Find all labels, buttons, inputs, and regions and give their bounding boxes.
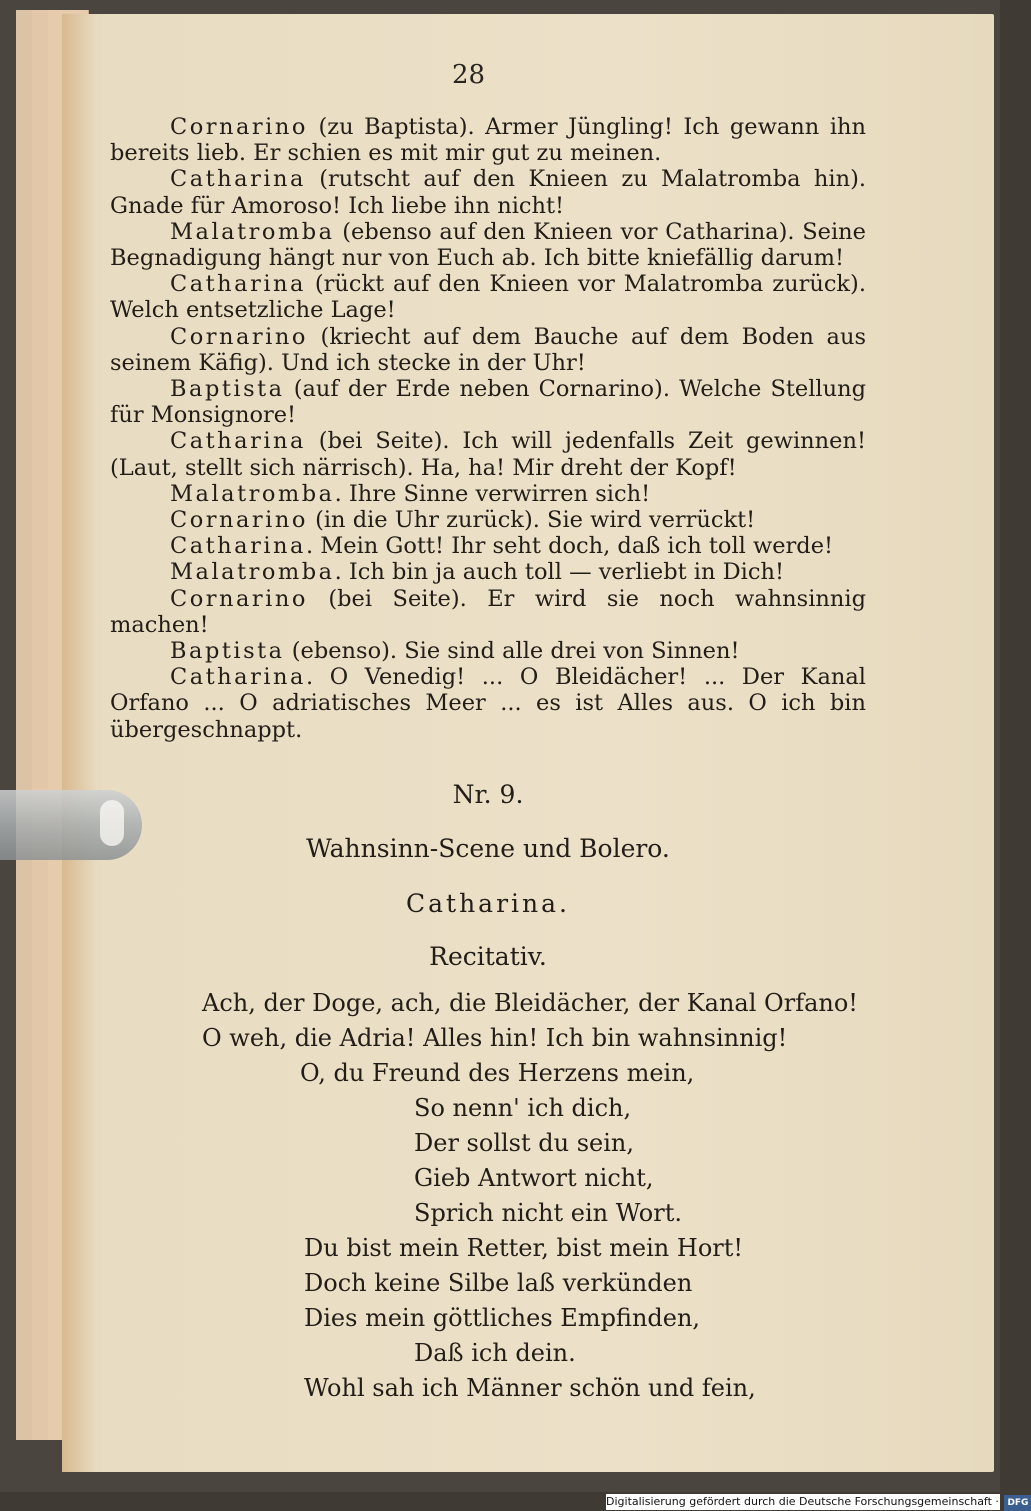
speaker-name: Catharina [170,533,306,560]
verse-line: Wohl sah ich Männer schön und fein, [304,1374,756,1402]
dialogue-text: (bei Seite). Ich will jedenfalls Zeit gewinnen! (Laut, stellt sich närrisch). Ha, ha! Mir dreht der Kopf! [110,428,866,481]
page-gutter [62,14,98,1472]
dialogue-paragraph [110,638,866,664]
speaker-name: Malatromba [170,218,335,245]
section-title: Wahnsinn-Scene und Bolero. [306,834,670,863]
page-body [110,114,866,1402]
verse-block [110,986,866,1406]
dialogue-text: (ebenso). Sie sind alle drei von Sinnen! [284,638,740,665]
dfg-logo: DFG [1004,1495,1031,1511]
speaker-name: Malatromba [170,559,335,586]
dialogue-block [110,114,866,743]
verse-line: Der sollst du sein, [414,1129,634,1157]
section-character: Catharina. [406,889,570,918]
dialogue-paragraph [110,219,866,271]
dialogue-paragraph [110,166,866,218]
dialogue-text: (in die Uhr zurück). Sie wird verrückt! [307,507,756,534]
dialogue-paragraph [110,586,866,638]
speaker-name: Cornarino [170,323,308,350]
dialogue-paragraph [110,324,866,376]
dialogue-paragraph [110,428,866,480]
verse-line: Dies mein göttliches Empfinden, [304,1304,701,1332]
verse-line: Du bist mein Retter, bist mein Hort! [304,1234,744,1262]
page-clip [0,790,142,860]
speaker-name: Cornarino [170,585,308,612]
dialogue-paragraph [110,559,866,585]
dialogue-text: (ebenso auf den Knieen vor Catharina). Seine Begnadigung hängt nur von Euch ab. Ich bitte kniefällig darum! [110,218,866,272]
dialogue-text: . Mein Gott! Ihr seht doch, daß ich toll werde! [305,533,834,560]
verse-line: O weh, die Adria! Alles hin! Ich bin wahnsinnig! [202,1024,788,1052]
speaker-name: Catharina [170,271,306,298]
dialogue-text: . O Venedig! ... O Bleidächer! ... Der Kanal Orfano ... O adriatisches Meer ... es ist Alles aus. O ich bin übergeschnappt. [110,664,866,743]
section-subtitle: Recitativ. [429,942,547,971]
dialogue-paragraph [110,507,866,533]
dialogue-text: (rückt auf den Knieen vor Malatromba zurück). Welch entsetzliche Lage! [110,271,866,324]
verse-line: Sprich nicht ein Wort. [414,1199,682,1227]
dialogue-paragraph [110,376,866,428]
dialogue-text: . Ihre Sinne verwirren sich! [334,480,651,507]
verse-line: Doch keine Silbe laß verkünden [304,1269,693,1297]
dialogue-paragraph [110,533,866,559]
dialogue-text: (rutscht auf den Knieen zu Malatromba hin). Gnade für Amoroso! Ich liebe ihn nicht! [110,166,866,219]
verse-line: Ach, der Doge, ach, die Bleidächer, der Kanal Orfano! [202,989,858,1017]
speaker-name: Cornarino [170,114,308,140]
speaker-name: Baptista [170,638,285,665]
speaker-name: Catharina [170,166,306,193]
dialogue-text: (bei Seite). Er wird sie noch wahnsinnig machen! [110,585,866,638]
section-number: Nr. 9. [452,780,524,809]
dialogue-text: (auf der Erde neben Cornarino). Welche Stellung für Monsignore! [110,376,866,429]
dialogue-paragraph [110,271,866,323]
dialogue-paragraph [110,481,866,507]
dialogue-text: (zu Baptista). Armer Jüngling! Ich gewann ihn bereits lieb. Er schien es mit mir gut zu meinen. [110,114,866,167]
speaker-name: Cornarino [170,507,308,534]
footer-text: Digitalisierung gefördert durch die Deutsche Forschungsgemeinschaft [606,1495,992,1508]
verse-line: Daß ich dein. [414,1339,576,1367]
speaker-name: Malatromba [170,480,335,507]
footer-credit: Digitalisierung gefördert durch die Deutsche Forschungsgemeinschaft · DFG [606,1494,1000,1510]
speaker-name: Catharina [170,428,306,455]
dialogue-text: . Ich bin ja auch toll — verliebt in Dich! [334,559,785,586]
dialogue-paragraph [110,114,866,166]
page-number: 28 [452,60,486,90]
speaker-name: Catharina [170,664,306,691]
verse-line: So nenn' ich dich, [414,1094,632,1122]
speaker-name: Baptista [170,376,285,403]
verse-line: O, du Freund des Herzens mein, [300,1059,695,1087]
verse-line: Gieb Antwort nicht, [414,1164,654,1192]
clip-highlight [100,800,124,846]
dialogue-paragraph [110,664,866,743]
dialogue-text: (kriecht auf dem Bauche auf dem Boden aus seinem Käfig). Und ich stecke in der Uhr! [110,323,866,376]
